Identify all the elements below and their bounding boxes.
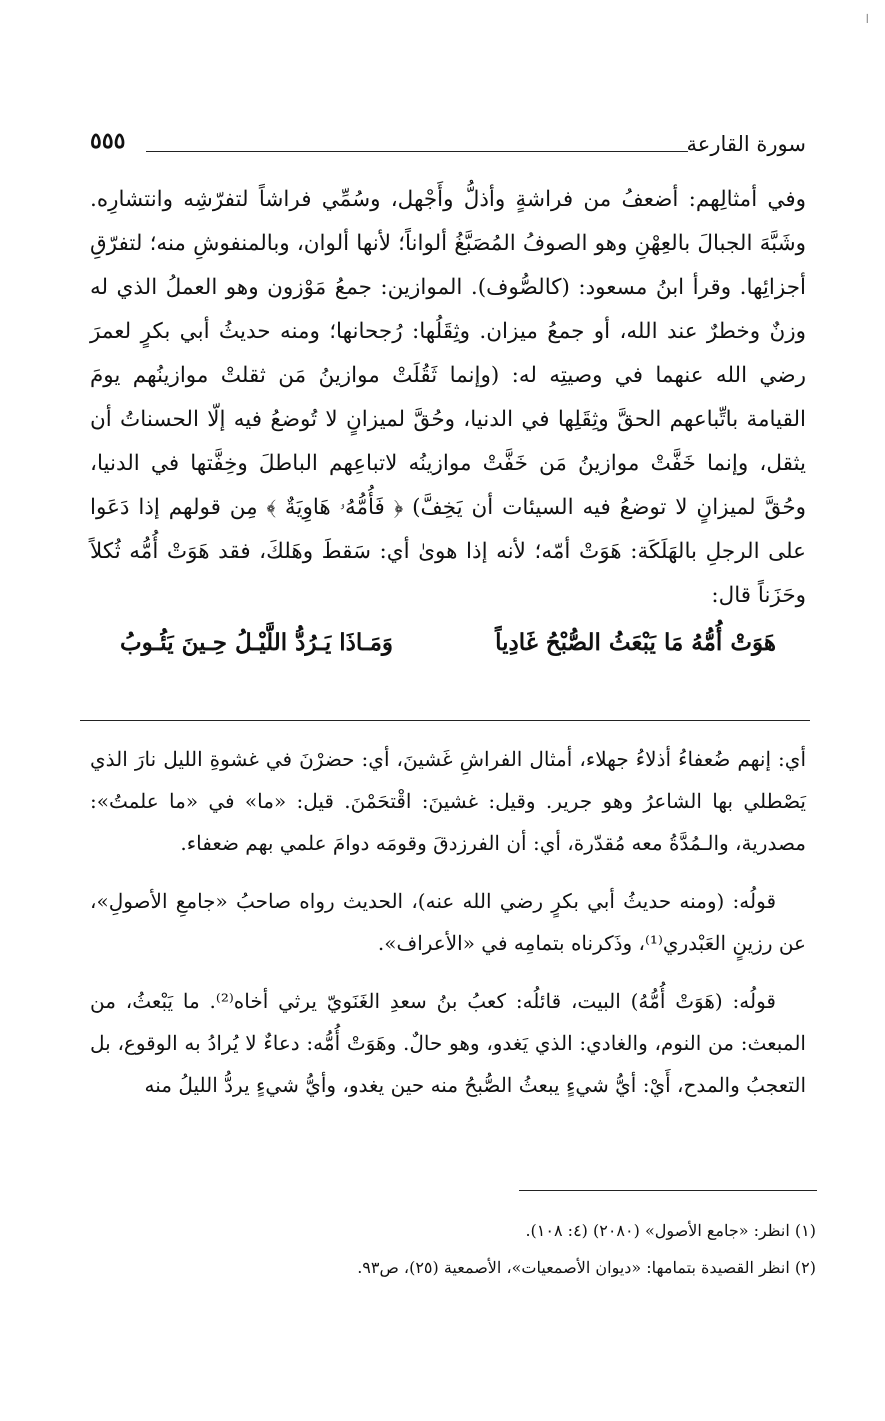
- page-header: [90, 124, 806, 168]
- footnote-1: (١) انظر: «جامع الأصول» (٢٠٨٠) (٤: ١٠٨).: [525, 1221, 816, 1240]
- header-rule: [146, 151, 688, 152]
- footnotes: [90, 1212, 816, 1286]
- surah-title: سورة القارعة: [686, 132, 806, 156]
- commentary-paragraph: قولُه: (ومنه حديثُ أبي بكرٍ رضي الله عنه)، الحديث رواه صاحبُ «جامعِ الأصولِ»، عن رزينٍ العَبْدري⁽¹⁾، وذَكرناه بتمامِه في «الأعراف».: [90, 889, 806, 955]
- section-divider: [80, 720, 810, 721]
- commentary-paragraph: أي: إنهم ضُعفاءُ أذلاءُ جهلاء، أمثال الفراشِ غَشينَ، أي: حضرْنَ في غشوةِ الليل نارَ الذي يَصْطلي بها الشاعرُ وهو جرير. وقيل: غشينَ: اقْتحَمْنَ. قيل: «ما» في «ما علمتُ»: مصدرية، والـمُدَّةُ معه مُقدّرة، أي: أن الفرزدقَ وقومَه دوامَ علمي بهم ضعفاء.: [90, 747, 806, 855]
- page-number: ٥٥٥: [90, 128, 126, 154]
- poem-verse: [90, 620, 806, 666]
- main-paragraph: وفي أمثالِهم: أضعفُ من فراشةٍ وأذلُّ وأَجْهل، وسُمِّي فراشاً لتفرّشِه وانتشارِه. وشَبَّهَ الجبالَ بالعِهْنِ وهو الصوفُ المُصَبَّغُ ألواناً؛ لأنها ألوان، وبالمنفوشِ منه؛ لتفرّقِ أجزائِها. وقرأ ابنُ مسعود: (كالصُّوف). الموازين: جمعُ مَوْزون وهو العملُ الذي له وزنٌ وخطرٌ عند الله، أو جمعُ ميزان. وثِقَلُها: رُجحانها؛ ومنه حديثُ أبي بكرٍ لعمرَ رضي الله عنهما في وصيتِه له: (وإنما ثَقُلَتْ موازينُ مَن ثقلتْ موازينُهم يومَ القيامة باتِّباعهم الحقَّ وثِقَلِها في الدنيا، وحُقَّ لميزانٍ لا تُوضعُ فيه إلّا الحسناتُ أن يثقل، وإنما خَفَّتْ موازينُ مَن خَفَّتْ موازينُه لاتباعِهم الباطلَ وخِفَّتها في الدنيا، وحُقَّ لميزانٍ لا توضعُ فيه السيئات أن يَخِفَّ) ﴿ فَأُمُّهُۥ هَاوِيَةٌ ﴾ مِن قولهم إذا دَعَوا على الرجلِ بالهَلَكَة: هَوَتْ أمّه؛ لأنه إذا هوىٰ أي: سَقطَ وهَلكَ، فقد هَوَتْ أُمُّه ثُكلاً وحَزَناً قال:: [90, 187, 806, 608]
- main-text: [90, 178, 806, 666]
- footnote-rule: [519, 1190, 817, 1191]
- poem-hemistich-second: وَمَـاذَا يَـرُدُّ اللَّيْـلُ حِـينَ يَئُـوبُ: [120, 629, 394, 656]
- poem-hemistich-first: هَوَتْ أُمُّهُ مَا يَبْعَثُ الصُّبْحُ غَادِياً: [495, 629, 776, 656]
- commentary-section: [90, 738, 806, 1122]
- footnote-2: (٢) انظر القصيدة بتمامها: «ديوان الأصمعيات»، الأصمعية (٢٥)، ص٩٣.: [357, 1258, 816, 1277]
- commentary-paragraph: قولُه: (هَوَتْ أُمُّهُ) البيت، قائلُه: كعبُ بنُ سعدِ الغَنَويّ يرثي أخاه⁽²⁾. ما يَبْعثُ، من المبعث: من النوم، والغادي: الذي يَغدو، وهو حالٌ. وهَوَتْ أُمُّه: دعاءٌ لا يُرادُ به الوقوع، بل التعجبُ والمدح، أَيْ: أيُّ شيءٍ يبعثُ الصُّبحُ منه حين يغدو، وأيُّ شيءٍ يردُّ الليلُ منه: [90, 989, 806, 1097]
- corner-mark: ا: [865, 12, 869, 26]
